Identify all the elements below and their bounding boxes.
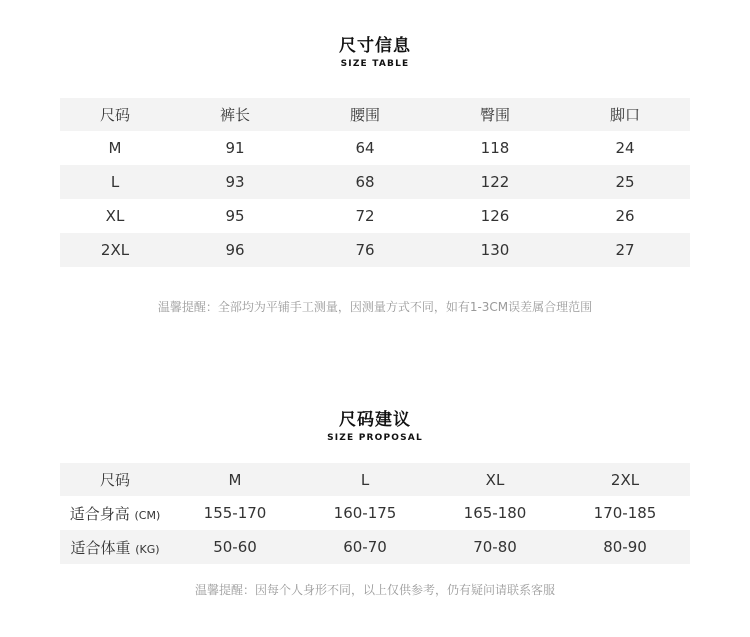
table-cell: 95 [225, 207, 245, 225]
table-cell: 126 [480, 207, 510, 225]
table-cell: 25 [560, 165, 690, 199]
row-label: 适合身高 [69, 504, 130, 523]
table-cell: 27 [560, 233, 690, 267]
row-label-height [60, 496, 170, 530]
table-cell: XL [105, 207, 125, 225]
header-cell: XL [430, 463, 560, 496]
table-row [60, 530, 690, 564]
header-cell: 腰围 [300, 98, 430, 131]
size-proposal-subtitle: SIZE PROPOSAL [327, 433, 423, 443]
table-cell: M [108, 139, 122, 157]
table-cell: 26 [615, 207, 635, 225]
header-cell: 2XL [560, 463, 690, 496]
table-cell: 130 [430, 233, 560, 267]
table-cell: 122 [430, 165, 560, 199]
table-cell: 68 [300, 165, 430, 199]
size-table-title: 尺寸信息 [339, 36, 411, 56]
row-label: 适合体重 [70, 538, 131, 557]
table-cell: 76 [300, 233, 430, 267]
table-cell: 2XL [60, 233, 170, 267]
table-cell: 118 [480, 139, 510, 157]
size-proposal-title: 尺码建议 [339, 410, 411, 430]
size-table [60, 98, 690, 267]
size-table-subtitle: SIZE TABLE [340, 59, 410, 69]
table-cell: 96 [170, 233, 300, 267]
table-row [60, 233, 690, 267]
table-cell: 80-90 [560, 530, 690, 564]
size-table-note: 温馨提醒：全部均为平铺手工测量，因测量方式不同，如有1-3CM误差属合理范围 [157, 300, 593, 314]
row-unit: (KG) [135, 542, 160, 556]
table-cell: 72 [355, 207, 375, 225]
table-cell: 24 [615, 139, 635, 157]
size-proposal-table [60, 463, 690, 564]
header-cell: L [300, 463, 430, 496]
size-proposal-note: 温馨提醒：因每个人身形不同，以上仅供参考，仍有疑问请联系客服 [194, 583, 555, 597]
table-cell: 160-175 [333, 504, 397, 522]
header-cell: 裤长 [170, 98, 300, 131]
header-cell: 尺码 [60, 463, 170, 496]
size-proposal-heading [0, 405, 750, 443]
size-table-heading [0, 31, 750, 69]
table-cell: 170-185 [593, 504, 657, 522]
table-row [60, 131, 690, 165]
table-cell: 64 [355, 139, 375, 157]
header-cell: 尺码 [60, 98, 170, 131]
table-cell: 60-70 [300, 530, 430, 564]
table-cell: 155-170 [203, 504, 267, 522]
table-cell: 165-180 [463, 504, 527, 522]
table-cell: L [60, 165, 170, 199]
size-table-header-row [60, 98, 690, 131]
header-cell: 脚口 [560, 98, 690, 131]
table-row [60, 199, 690, 233]
size-proposal-header-row [60, 463, 690, 496]
row-label-weight [60, 530, 170, 564]
table-cell: 70-80 [430, 530, 560, 564]
header-cell: M [170, 463, 300, 496]
table-cell: 91 [225, 139, 245, 157]
table-row [60, 165, 690, 199]
table-cell: 50-60 [170, 530, 300, 564]
table-cell: 93 [170, 165, 300, 199]
table-row [60, 496, 690, 530]
row-unit: (CM) [134, 508, 161, 522]
header-cell: 臀围 [430, 98, 560, 131]
